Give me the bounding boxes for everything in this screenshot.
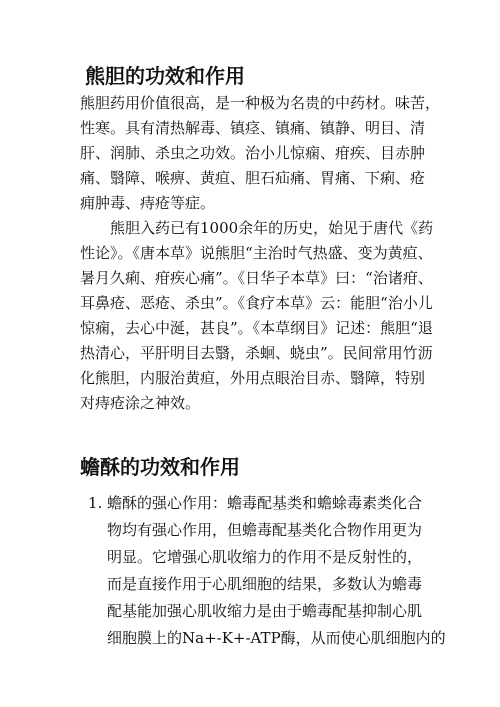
body-line: 热清心，平肝明目去翳，杀蛔、蛲虫”。民间常用竹沥 [80, 344, 433, 362]
body-line: 对痔疮涂之神效。 [80, 394, 201, 412]
body-line: 肝、润肺、杀虫之功效。治小儿惊痫、疳疾、目赤肿 [80, 144, 426, 162]
body-line: 熊胆入药已有1000余年的历史，始见于唐代《药 [80, 219, 434, 237]
body-line: 性寒。具有清热解毒、镇痉、镇痛、镇静、明目、清 [80, 119, 426, 137]
body-line: 痛、翳障、喉痹、黄疸、胆石疝痛、胃痛、下痢、疮 [80, 169, 426, 187]
body-line: 化熊胆，内服治黄疸，外用点眼治目赤、翳障，特别 [80, 369, 426, 387]
body-line: 惊痫，去心中涎，甚良”。《本草纲目》记述：熊胆“退 [80, 319, 433, 337]
section-title-bear-bile: 熊胆的功效和作用 [85, 64, 245, 88]
list-item-line: 细胞膜上的Na+-K+-ATP酶，从而使心肌细胞内的 [107, 629, 446, 647]
list-item-line: 而是直接作用于心肌细胞的结果，多数认为蟾毒 [107, 575, 423, 593]
list-item-line: 明显。它增强心肌收缩力的作用不是反射性的， [107, 548, 423, 566]
list-number: 1. [88, 494, 103, 512]
list-item-line: 配基能加强心肌收缩力是由于蟾毒配基抑制心肌 [107, 602, 423, 620]
section-title-toad-venom: 蟾酥的功效和作用 [80, 455, 240, 479]
body-line: 熊胆药用价值很高，是一种极为名贵的中药材。味苦， [80, 94, 441, 112]
body-line: 痈肿毒、痔疮等症。 [80, 194, 216, 212]
body-line: 性论》。《唐本草》说熊胆“主治时气热盛、变为黄疸、 [80, 244, 433, 262]
list-item-line: 蟾酥的强心作用：蟾毒配基类和蟾蜍毒素类化合 [107, 494, 423, 512]
body-line: 耳鼻疮、恶疮、杀虫”。《食疗本草》云：能胆“治小儿 [80, 294, 433, 312]
body-line: 暑月久痢、疳疾心痛”。《日华子本草》曰：“治诸疳、 [80, 269, 433, 287]
list-item-line: 物均有强心作用，但蟾毒配基类化合物作用更为 [107, 521, 423, 539]
